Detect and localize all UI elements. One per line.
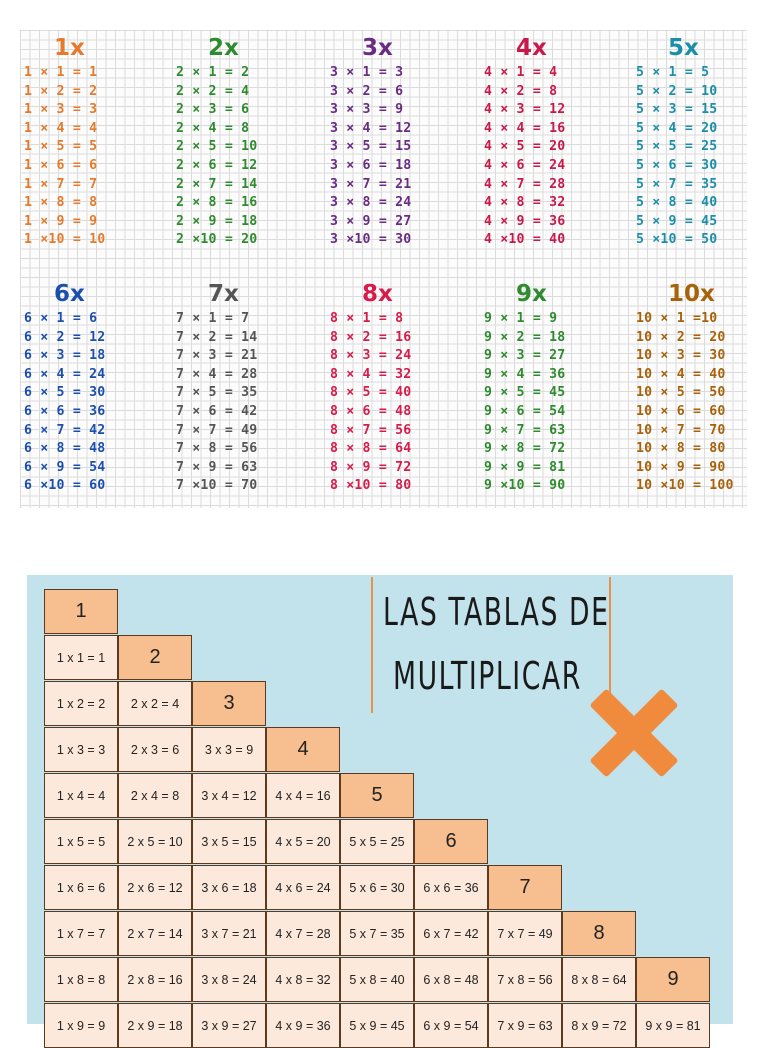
times-table-row: 1 ×10 = 10 (24, 232, 106, 248)
times-table-8 (330, 278, 470, 496)
table-header-2: 2 (118, 635, 192, 680)
times-table-row: 4 × 5 = 20 (484, 139, 566, 155)
times-table-row: 9 × 9 = 81 (484, 459, 566, 475)
table-cell: 3 x 6 = 18 (192, 865, 266, 910)
times-table-row: 6 × 6 = 36 (24, 403, 106, 419)
times-table-row: 1 × 2 = 2 (24, 83, 98, 99)
times-table-row: 1 × 4 = 4 (24, 120, 98, 136)
times-table-row: 5 × 5 = 25 (636, 139, 718, 155)
times-table-row: 10 × 8 = 80 (636, 441, 726, 457)
table-header-5: 5 (340, 773, 414, 818)
times-table-title: 2x (208, 35, 239, 61)
times-table-rows (484, 64, 624, 250)
times-table-row: 10 × 1 =10 (636, 311, 718, 326)
times-table-row: 1 × 8 = 8 (24, 195, 98, 211)
times-table-rows (24, 310, 164, 496)
times-table-row: 3 × 1 = 3 (330, 65, 404, 80)
table-cell: 3 x 3 = 9 (192, 727, 266, 772)
times-table-row: 3 × 2 = 6 (330, 83, 404, 99)
table-cell: 2 x 8 = 16 (118, 957, 192, 1002)
times-table-1 (24, 32, 164, 250)
times-table-3 (330, 32, 470, 250)
table-cell: 2 x 7 = 14 (118, 911, 192, 956)
table-cell: 2 x 9 = 18 (118, 1003, 192, 1048)
table-cell: 1 x 7 = 7 (44, 911, 118, 956)
table-header-9: 9 (636, 957, 710, 1002)
table-cell: 6 x 7 = 42 (414, 911, 488, 956)
times-table-7 (176, 278, 316, 496)
times-table-row: 2 × 2 = 4 (176, 83, 250, 99)
table-cell: 1 x 1 = 1 (44, 635, 118, 680)
table-cell: 1 x 3 = 3 (44, 727, 118, 772)
times-table-row: 6 × 4 = 24 (24, 366, 106, 382)
table-cell: 1 x 2 = 2 (44, 681, 118, 726)
times-table-rows (636, 310, 776, 496)
times-table-row: 4 × 8 = 32 (484, 195, 566, 211)
table-cell: 1 x 5 = 5 (44, 819, 118, 864)
times-table-row: 6 × 3 = 18 (24, 348, 106, 364)
multiply-x-icon (589, 688, 679, 778)
table-cell: 2 x 4 = 8 (118, 773, 192, 818)
times-table-row: 2 × 7 = 14 (176, 176, 258, 192)
times-table-row: 6 × 9 = 54 (24, 459, 106, 475)
multiplication-poster (27, 575, 733, 1033)
times-table-row: 8 × 8 = 64 (330, 441, 412, 457)
times-table-row: 10 × 5 = 50 (636, 385, 726, 401)
times-table-row: 4 × 2 = 8 (484, 83, 558, 99)
times-table-title: 4x (516, 35, 547, 61)
times-table-row: 6 ×10 = 60 (24, 478, 106, 494)
handwritten-tables-sheet (20, 30, 747, 508)
table-cell: 6 x 6 = 36 (414, 865, 488, 910)
table-header-1: 1 (44, 589, 118, 634)
table-cell: 5 x 9 = 45 (340, 1003, 414, 1048)
times-table-row: 5 × 3 = 15 (636, 102, 718, 118)
table-header-6: 6 (414, 819, 488, 864)
table-cell: 3 x 9 = 27 (192, 1003, 266, 1048)
times-table-row: 10 × 9 = 90 (636, 459, 726, 475)
times-table-row: 4 × 6 = 24 (484, 157, 566, 173)
times-table-row: 5 × 1 = 5 (636, 65, 710, 80)
times-table-6 (24, 278, 164, 496)
times-table-row: 5 × 9 = 45 (636, 213, 718, 229)
times-table-row: 8 × 5 = 40 (330, 385, 412, 401)
table-cell: 6 x 8 = 48 (414, 957, 488, 1002)
table-cell: 2 x 2 = 4 (118, 681, 192, 726)
times-table-row: 8 × 7 = 56 (330, 422, 412, 438)
table-cell: 9 x 9 = 81 (636, 1003, 710, 1048)
table-cell: 2 x 5 = 10 (118, 819, 192, 864)
times-table-row: 7 × 8 = 56 (176, 441, 258, 457)
times-table-row: 9 × 6 = 54 (484, 403, 566, 419)
times-table-row: 10 × 6 = 60 (636, 403, 726, 419)
times-table-row: 9 × 8 = 72 (484, 441, 566, 457)
table-cell: 4 x 7 = 28 (266, 911, 340, 956)
table-cell: 5 x 5 = 25 (340, 819, 414, 864)
times-table-row: 8 × 3 = 24 (330, 348, 412, 364)
times-table-5 (636, 32, 776, 250)
times-table-rows (176, 64, 316, 250)
times-table-row: 8 ×10 = 80 (330, 478, 412, 494)
table-cell: 4 x 4 = 16 (266, 773, 340, 818)
times-table-row: 9 × 5 = 45 (484, 385, 566, 401)
table-cell: 4 x 8 = 32 (266, 957, 340, 1002)
times-table-row: 8 × 2 = 16 (330, 329, 412, 345)
table-cell: 5 x 6 = 30 (340, 865, 414, 910)
table-cell: 1 x 9 = 9 (44, 1003, 118, 1048)
times-table-row: 1 × 9 = 9 (24, 213, 98, 229)
table-cell: 4 x 6 = 24 (266, 865, 340, 910)
table-cell: 3 x 4 = 12 (192, 773, 266, 818)
table-cell: 6 x 9 = 54 (414, 1003, 488, 1048)
times-table-row: 6 × 2 = 12 (24, 329, 106, 345)
times-table-row: 2 × 6 = 12 (176, 157, 258, 173)
times-table-row: 3 × 6 = 18 (330, 157, 412, 173)
times-table-row: 2 × 9 = 18 (176, 213, 258, 229)
times-table-row: 6 × 7 = 42 (24, 422, 106, 438)
times-table-rows (24, 64, 164, 250)
table-cell: 7 x 9 = 63 (488, 1003, 562, 1048)
times-table-row: 9 × 4 = 36 (484, 366, 566, 382)
times-table-row: 8 × 9 = 72 (330, 459, 412, 475)
times-table-title: 6x (54, 281, 85, 307)
times-table-row: 5 × 6 = 30 (636, 157, 718, 173)
poster-title-line-1: LAS TABLAS DE (383, 590, 610, 634)
times-table-row: 1 × 5 = 5 (24, 139, 98, 155)
times-table-row: 3 × 7 = 21 (330, 176, 412, 192)
times-table-2 (176, 32, 316, 250)
table-cell: 7 x 8 = 56 (488, 957, 562, 1002)
times-table-row: 3 × 4 = 12 (330, 120, 412, 136)
times-table-row: 4 × 3 = 12 (484, 102, 566, 118)
times-table-title: 1x (54, 35, 85, 61)
times-table-row: 7 × 1 = 7 (176, 311, 250, 326)
times-table-row: 5 × 4 = 20 (636, 120, 718, 136)
table-header-7: 7 (488, 865, 562, 910)
times-table-row: 10 × 2 = 20 (636, 329, 726, 345)
times-table-row: 3 × 9 = 27 (330, 213, 412, 229)
table-cell: 7 x 7 = 49 (488, 911, 562, 956)
times-table-row: 2 × 5 = 10 (176, 139, 258, 155)
times-table-row: 8 × 1 = 8 (330, 311, 404, 326)
times-table-row: 9 × 1 = 9 (484, 311, 558, 326)
times-table-row: 4 × 7 = 28 (484, 176, 566, 192)
table-cell: 8 x 8 = 64 (562, 957, 636, 1002)
times-table-row: 1 × 6 = 6 (24, 157, 98, 173)
table-header-3: 3 (192, 681, 266, 726)
times-table-title: 10x (668, 281, 715, 307)
times-table-row: 2 × 4 = 8 (176, 120, 250, 136)
times-table-rows (176, 310, 316, 496)
times-table-row: 10 ×10 = 100 (636, 478, 734, 494)
times-table-title: 3x (362, 35, 393, 61)
times-table-row: 1 × 7 = 7 (24, 176, 98, 192)
times-table-row: 6 × 8 = 48 (24, 441, 106, 457)
table-cell: 4 x 9 = 36 (266, 1003, 340, 1048)
times-table-rows (636, 64, 776, 250)
times-table-rows (484, 310, 624, 496)
times-table-row: 6 × 5 = 30 (24, 385, 106, 401)
times-table-10 (636, 278, 776, 496)
times-table-row: 4 × 1 = 4 (484, 65, 558, 80)
times-table-row: 9 × 7 = 63 (484, 422, 566, 438)
times-table-row: 9 ×10 = 90 (484, 478, 566, 494)
times-table-row: 6 × 1 = 6 (24, 311, 98, 326)
table-cell: 2 x 6 = 12 (118, 865, 192, 910)
times-table-row: 9 × 3 = 27 (484, 348, 566, 364)
table-cell: 5 x 8 = 40 (340, 957, 414, 1002)
poster-title (371, 577, 611, 713)
times-table-row: 7 ×10 = 70 (176, 478, 258, 494)
times-table-row: 4 × 9 = 36 (484, 213, 566, 229)
times-table-row: 5 × 7 = 35 (636, 176, 718, 192)
times-table-row: 8 × 4 = 32 (330, 366, 412, 382)
times-table-row: 7 × 2 = 14 (176, 329, 258, 345)
times-table-row: 10 × 7 = 70 (636, 422, 726, 438)
times-table-row: 4 × 4 = 16 (484, 120, 566, 136)
times-table-row: 7 × 3 = 21 (176, 348, 258, 364)
times-table-title: 5x (668, 35, 699, 61)
times-table-row: 5 × 2 = 10 (636, 83, 718, 99)
times-table-row: 3 × 5 = 15 (330, 139, 412, 155)
times-table-row: 2 ×10 = 20 (176, 232, 258, 248)
table-cell: 5 x 7 = 35 (340, 911, 414, 956)
times-table-title: 9x (516, 281, 547, 307)
table-cell: 1 x 8 = 8 (44, 957, 118, 1002)
table-header-4: 4 (266, 727, 340, 772)
times-table-row: 1 × 1 = 1 (24, 65, 98, 80)
times-table-row: 3 × 8 = 24 (330, 195, 412, 211)
times-table-row: 7 × 9 = 63 (176, 459, 258, 475)
times-table-row: 7 × 6 = 42 (176, 403, 258, 419)
times-table-row: 10 × 4 = 40 (636, 366, 726, 382)
times-table-row: 3 ×10 = 30 (330, 232, 412, 248)
times-table-row: 4 ×10 = 40 (484, 232, 566, 248)
times-table-row: 10 × 3 = 30 (636, 348, 726, 364)
times-table-row: 2 × 3 = 6 (176, 102, 250, 118)
times-table-row: 5 ×10 = 50 (636, 232, 718, 248)
times-table-title: 8x (362, 281, 393, 307)
table-header-8: 8 (562, 911, 636, 956)
table-cell: 3 x 7 = 21 (192, 911, 266, 956)
table-cell: 4 x 5 = 20 (266, 819, 340, 864)
times-table-row: 7 × 4 = 28 (176, 366, 258, 382)
times-table-row: 5 × 8 = 40 (636, 195, 718, 211)
times-table-row: 3 × 3 = 9 (330, 102, 404, 118)
times-table-row: 1 × 3 = 3 (24, 102, 98, 118)
times-table-9 (484, 278, 624, 496)
table-cell: 1 x 6 = 6 (44, 865, 118, 910)
times-table-row: 2 × 1 = 2 (176, 65, 250, 80)
table-cell: 2 x 3 = 6 (118, 727, 192, 772)
times-table-4 (484, 32, 624, 250)
times-table-row: 2 × 8 = 16 (176, 195, 258, 211)
times-table-title: 7x (208, 281, 239, 307)
times-table-row: 7 × 5 = 35 (176, 385, 258, 401)
table-cell: 3 x 8 = 24 (192, 957, 266, 1002)
table-cell: 3 x 5 = 15 (192, 819, 266, 864)
times-table-row: 7 × 7 = 49 (176, 422, 258, 438)
times-table-row: 8 × 6 = 48 (330, 403, 412, 419)
table-cell: 8 x 9 = 72 (562, 1003, 636, 1048)
poster-title-line-2: MULTIPLICAR (393, 654, 582, 698)
times-table-rows (330, 310, 470, 496)
times-table-row: 9 × 2 = 18 (484, 329, 566, 345)
table-cell: 1 x 4 = 4 (44, 773, 118, 818)
times-table-rows (330, 64, 470, 250)
